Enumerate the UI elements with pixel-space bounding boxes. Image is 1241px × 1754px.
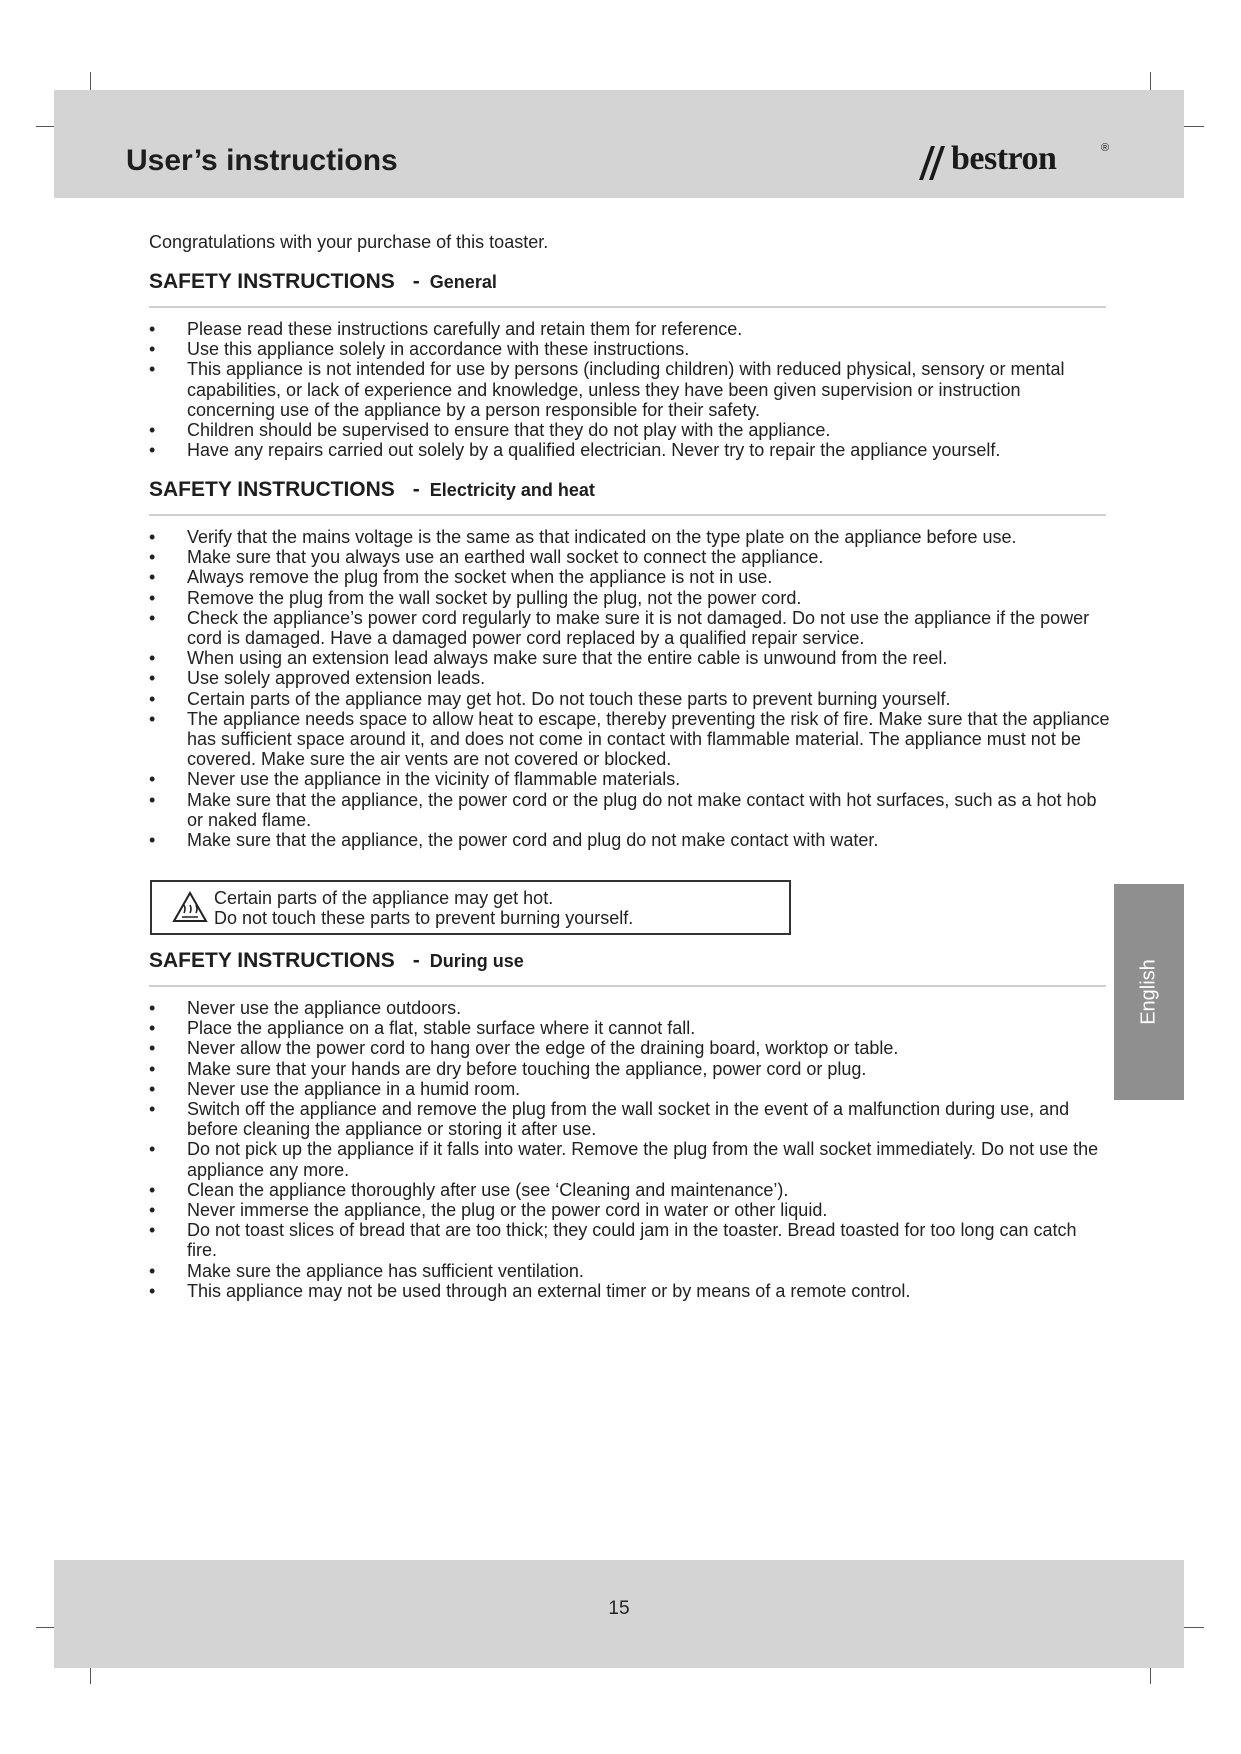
hot-surface-warning-icon xyxy=(172,891,208,923)
section-subtitle: During use xyxy=(429,951,524,971)
list-item: • This appliance is not intended for use by persons (including children) with reduced physical, sensory or mental capabilities, or lack of experience and knowledge, unless they have been given supervision or instruction concerning use of the appliance by a person responsible for their safety. xyxy=(149,359,1111,420)
list-item: • Never use the appliance in the vicinity of flammable materials. xyxy=(149,769,1111,789)
list-item: • Use this appliance solely in accordance with these instructions. xyxy=(149,339,1111,359)
section-heading-general xyxy=(149,270,1106,308)
logo-chevrons-icon xyxy=(915,140,949,184)
warning-text xyxy=(214,888,633,928)
page-title: User’s instructions xyxy=(126,144,398,177)
list-item: • Make sure that the appliance, the power cord or the plug do not make contact with hot surfaces, such as a hot hob or naked flame. xyxy=(149,790,1111,830)
language-tab xyxy=(1114,884,1184,1100)
page-number: 15 xyxy=(608,1598,630,1619)
list-item: • Never use the appliance outdoors. xyxy=(149,998,1111,1018)
section-dash: - xyxy=(412,949,420,972)
list-item: • Always remove the plug from the socket when the appliance is not in use. xyxy=(149,567,1111,587)
bullet-list-during-use xyxy=(149,998,1111,1301)
section-heading-during-use xyxy=(149,949,1106,987)
section-title: SAFETY INSTRUCTIONS xyxy=(149,270,395,293)
section-dash: - xyxy=(412,478,420,501)
brand-name: bestron xyxy=(951,140,1057,177)
list-item: • Never immerse the appliance, the plug or the power cord in water or other liquid. xyxy=(149,1200,1111,1220)
registered-mark: ® xyxy=(1101,142,1110,154)
list-item: • Check the appliance’s power cord regularly to make sure it is not damaged. Do not use the appliance if the power cord is damaged. Have a damaged power cord replaced by a qualified repair service. xyxy=(149,608,1111,648)
list-item: • Switch off the appliance and remove the plug from the wall socket in the event of a malfunction during use, and before cleaning the appliance or storing it after use. xyxy=(149,1099,1111,1139)
brand-logo xyxy=(915,138,1115,186)
section-subtitle: Electricity and heat xyxy=(429,480,595,500)
list-item: • Please read these instructions carefully and retain them for reference. xyxy=(149,319,1111,339)
list-item: • When using an extension lead always make sure that the entire cable is unwound from the reel. xyxy=(149,648,1111,668)
list-item: • This appliance may not be used through an external timer or by means of a remote control. xyxy=(149,1281,1111,1301)
bullet-list-general xyxy=(149,319,1111,460)
section-heading-electricity xyxy=(149,478,1106,516)
section-dash: - xyxy=(412,270,420,293)
warning-line: Do not touch these parts to prevent burning yourself. xyxy=(214,908,634,929)
list-item: • Certain parts of the appliance may get hot. Do not touch these parts to prevent burning yourself. xyxy=(149,689,1111,709)
list-item: • Do not toast slices of bread that are too thick; they could jam in the toaster. Bread toasted for too long can catch fire. xyxy=(149,1220,1111,1260)
list-item: • Children should be supervised to ensure that they do not play with the appliance. xyxy=(149,420,1111,440)
list-item: • Clean the appliance thoroughly after use (see ‘Cleaning and maintenance’). xyxy=(149,1180,1111,1200)
list-item: • Use solely approved extension leads. xyxy=(149,668,1111,688)
bullet-list-electricity xyxy=(149,527,1111,850)
section-title: SAFETY INSTRUCTIONS xyxy=(149,949,395,972)
list-item: • Remove the plug from the wall socket by pulling the plug, not the power cord. xyxy=(149,588,1111,608)
list-item: • Have any repairs carried out solely by a qualified electrician. Never try to repair the appliance yourself. xyxy=(149,440,1111,460)
list-item: • Verify that the mains voltage is the same as that indicated on the type plate on the appliance before use. xyxy=(149,527,1111,547)
section-subtitle: General xyxy=(429,272,497,292)
list-item: • Do not pick up the appliance if it falls into water. Remove the plug from the wall socket immediately. Do not use the appliance any more. xyxy=(149,1139,1111,1179)
list-item: • Never allow the power cord to hang over the edge of the draining board, worktop or table. xyxy=(149,1038,1111,1058)
footer-band xyxy=(54,1560,1184,1668)
section-title: SAFETY INSTRUCTIONS xyxy=(149,478,395,501)
list-item: • The appliance needs space to allow heat to escape, thereby preventing the risk of fire. Make sure that the appliance has sufficient space around it, and does not come in contact with flammable material. The appliance must not be covered. Make sure the air vents are not covered or blocked. xyxy=(149,709,1111,770)
warning-line: Certain parts of the appliance may get hot. xyxy=(214,888,554,908)
list-item: • Never use the appliance in a humid room. xyxy=(149,1079,1111,1099)
list-item: • Place the appliance on a flat, stable surface where it cannot fall. xyxy=(149,1018,1111,1038)
list-item: • Make sure that you always use an earthed wall socket to connect the appliance. xyxy=(149,547,1111,567)
list-item: • Make sure the appliance has sufficient ventilation. xyxy=(149,1261,1111,1281)
intro-text: Congratulations with your purchase of this toaster. xyxy=(149,232,549,252)
list-item: • Make sure that the appliance, the power cord and plug do not make contact with water. xyxy=(149,830,1111,850)
language-tab-label: English xyxy=(1137,959,1160,1025)
hot-surface-warning-box xyxy=(150,880,791,935)
list-item: • Make sure that your hands are dry before touching the appliance, power cord or plug. xyxy=(149,1059,1111,1079)
